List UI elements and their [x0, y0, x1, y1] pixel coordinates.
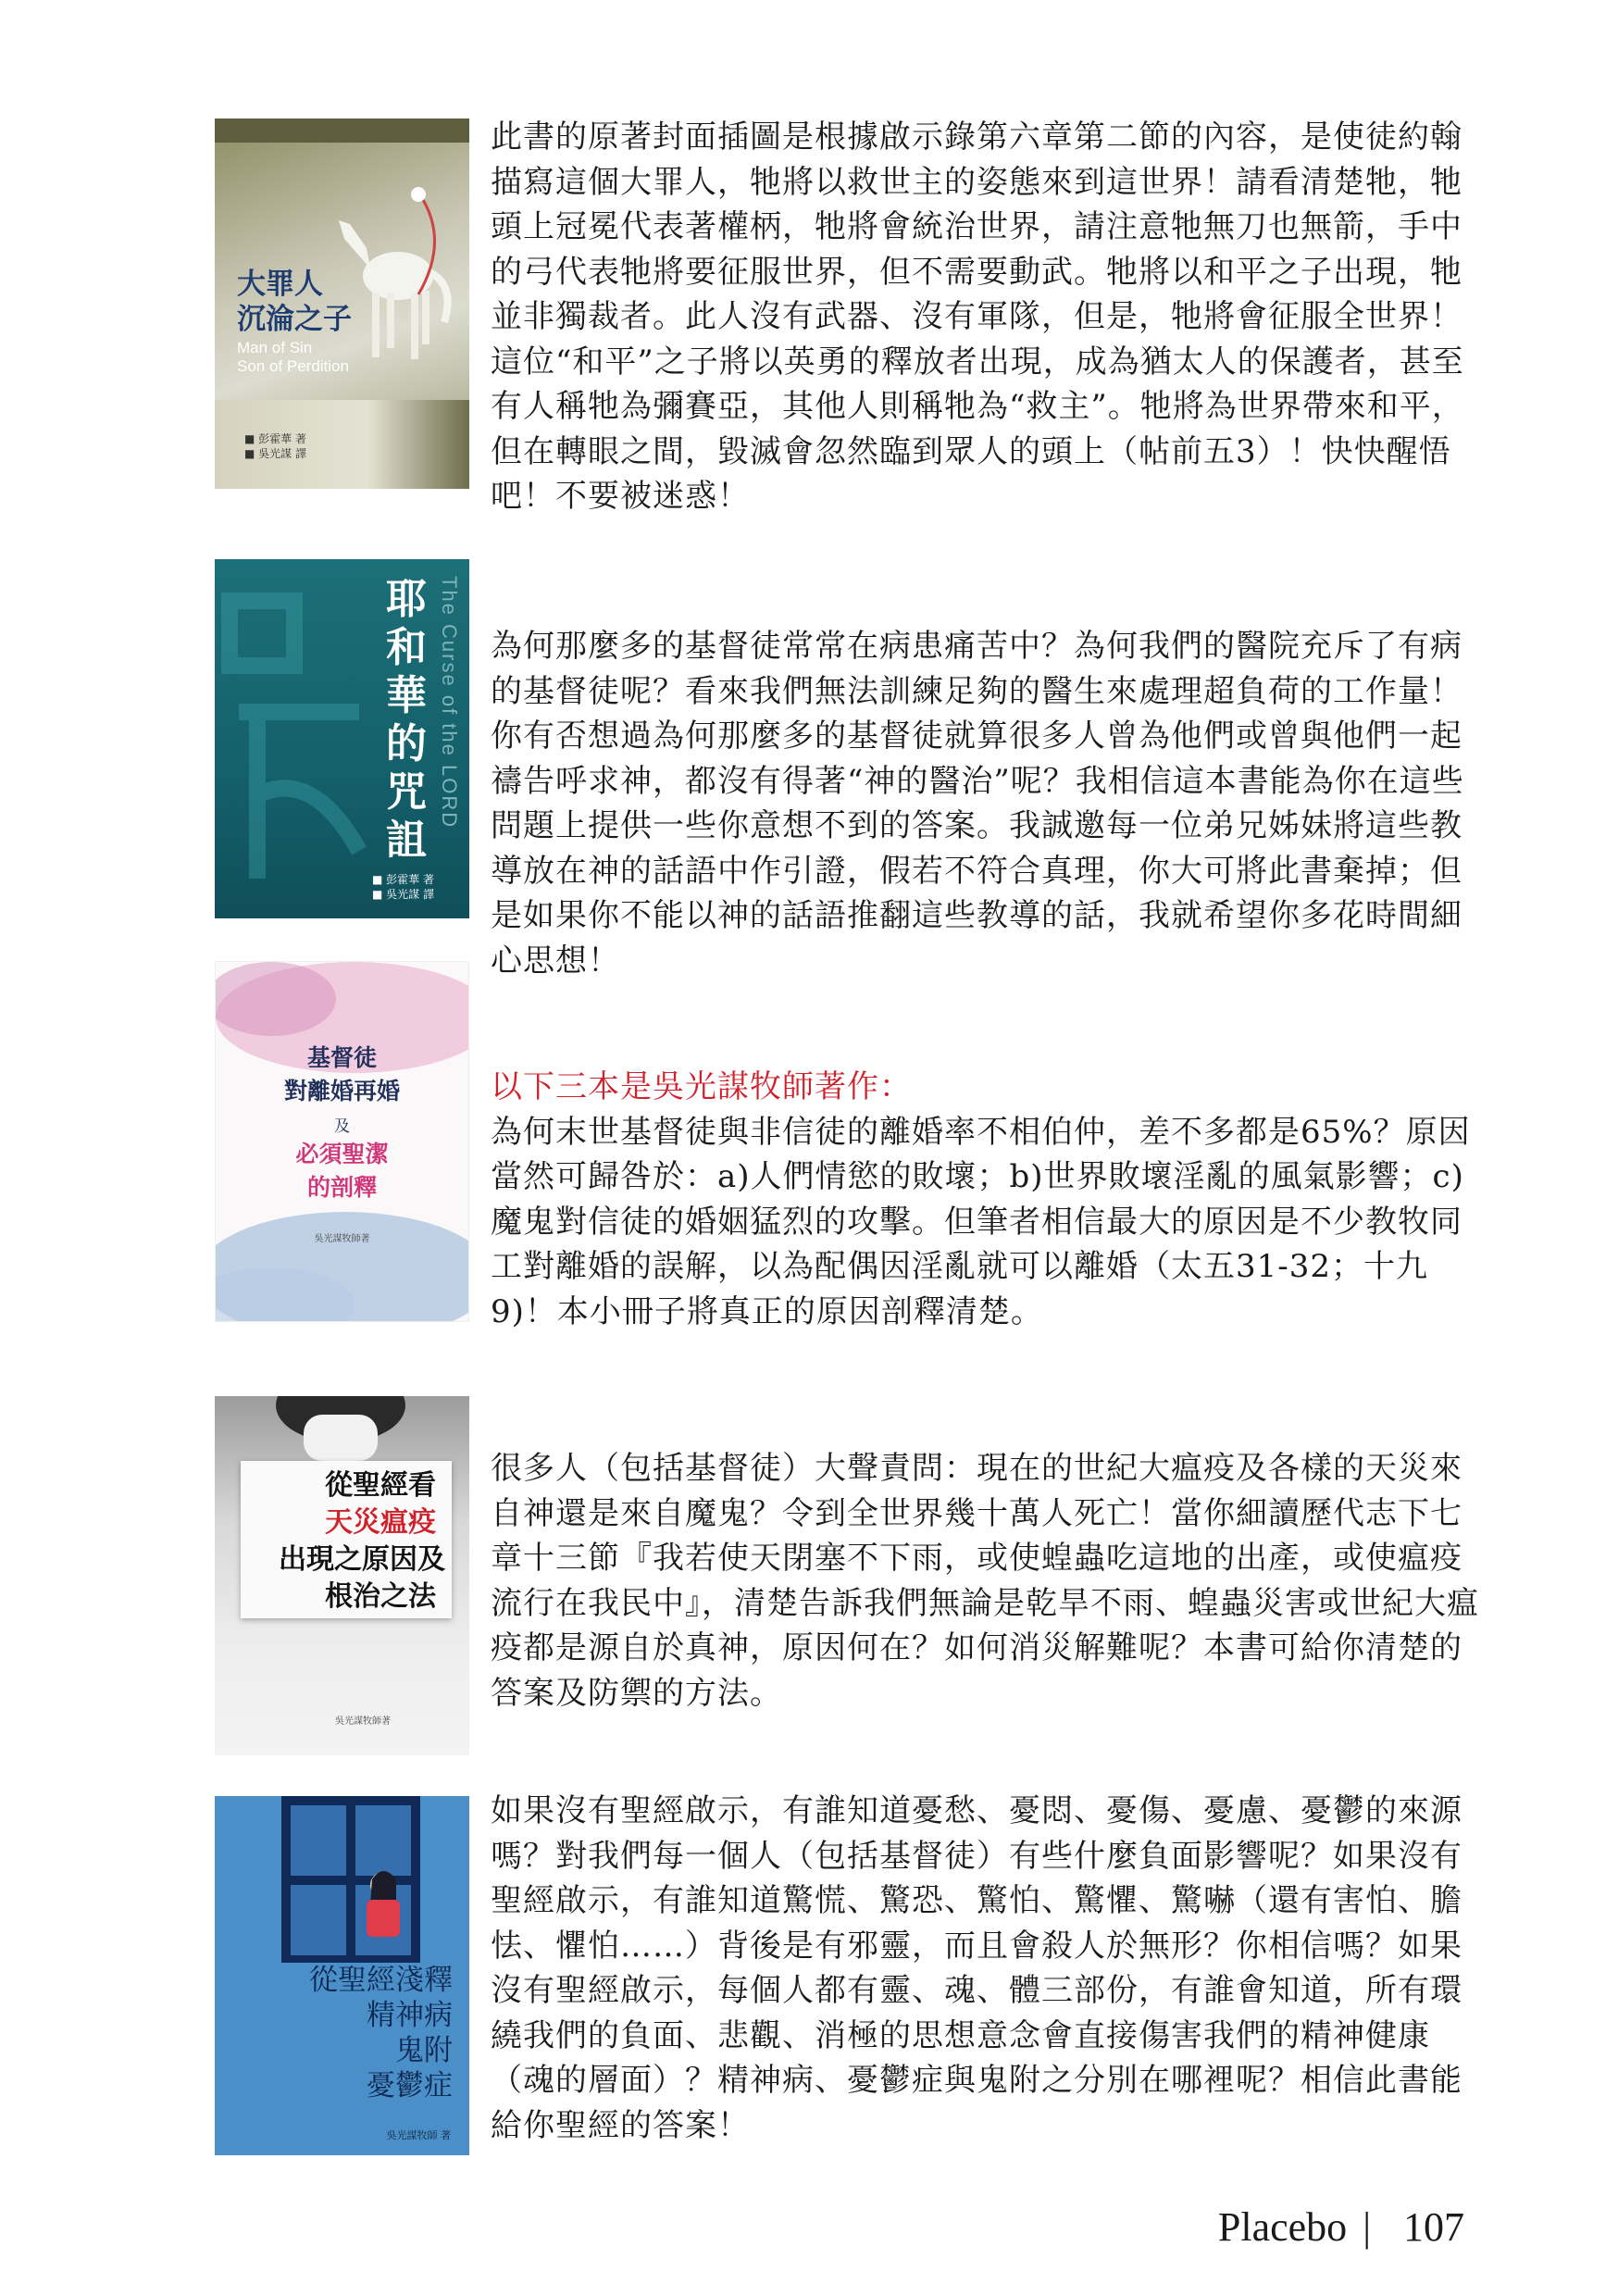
page-number: 107 — [1403, 2204, 1464, 2250]
cover-4-author: 吳光謀牧師著 — [335, 1716, 391, 1727]
description-paragraph-4: 很多人（包括基督徒）大聲責問：現在的世紀大瘟疫及各樣的天災來自神還是來自魔鬼？令到全世界幾十萬人死亡！當你細讀歷代志下七章十三節『我若使天閉塞不下雨，或使蝗蟲吃這地的出產，或使瘟疫流行在我民中』，清楚告訴我們無論是乾旱不雨、蝗蟲災害或世紀大瘟疫都是源自於真神，原因何在？如何消災解難呢？本書可給你清楚的答案及防禦的方法。 — [491, 1450, 1479, 1712]
description-paragraph-1: 此書的原著封面插圖是根據啟示錄第六章第二節的內容，是使徒約翰描寫這個大罪人，牠將以救世主的姿態來到這世界！請看清楚牠，牠頭上冠冕代表著權柄，牠將會統治世界，請注意牠無刀也無箭，手中的弓代表牠將要征服世界，但不需要動武。牠將以和平之子出現，牠並非獨裁者。此人沒有武器、沒有軍隊，但是，牠將會征服全世界！這位“和平”之子將以英勇的釋放者出現，成為猶太人的保護者，甚至有人稱牠為彌賽亞，其他人則稱牠為“救主”。牠將為世界帶來和平，但在轉眼之間，毀滅會忽然臨到眾人的頭上（帖前五3）！快快醒悟吧！不要被迷惑！ — [491, 119, 1464, 515]
authored-books-heading: 以下三本是吳光謀牧師著作： — [491, 1068, 912, 1105]
cover-5-title-line-3: 鬼附 — [395, 2034, 453, 2067]
cover-3-title-line-3: 及 — [334, 1117, 350, 1136]
cover-3-author: 吳光謀牧師著 — [314, 1234, 370, 1244]
cover-1-title-en: Man of Sin Son of Perdition — [237, 339, 349, 375]
cover-5-author: 吳光謀牧師 著 — [386, 2129, 451, 2141]
description-paragraph-3 — [491, 1065, 1490, 1334]
cover-4-title-line-3: 出現之原因及 — [279, 1543, 445, 1576]
cover-4-title-line-2: 天災瘟疫 — [325, 1506, 436, 1539]
cover-top-band — [215, 119, 469, 143]
cover-1-authors: ■ 彭霍華 著 ■ 吳光謀 譯 — [244, 432, 306, 460]
cover-3-title-line-1: 基督徒 — [306, 1044, 377, 1071]
decorative-glyph — [220, 573, 378, 906]
cover-3-title-line-5: 的剖釋 — [306, 1174, 377, 1201]
cover-2-authors: ■ 彭霍華 著 ■ 吳光謀 譯 — [372, 873, 434, 901]
magazine-title: Placebo — [1217, 2204, 1348, 2250]
book-cover-curse-of-the-lord — [215, 559, 469, 918]
cover-3-title-line-2: 對離婚再婚 — [283, 1078, 400, 1104]
book-cover-man-of-sin — [215, 119, 469, 489]
cover-3-title-line-4: 必須聖潔 — [295, 1141, 389, 1167]
page-footer — [1218, 2203, 1464, 2251]
cover-2-title-en: The Curse of the LORD — [438, 576, 461, 830]
book-cover-disasters-plagues — [215, 1396, 469, 1755]
book-cover-divorce-remarriage — [215, 961, 469, 1322]
cover-2-title-cn: 耶和華的咒詛 — [386, 576, 427, 864]
cover-5-title-line-2: 精神病 — [367, 1999, 453, 2032]
description-paragraph-5: 如果沒有聖經啟示，有誰知道憂愁、憂悶、憂傷、憂慮、憂鬱的來源嗎？對我們每一個人（包括基督徒）有些什麼負面影響呢？如果沒有聖經啟示，有誰知道驚慌、驚恐、驚怕、驚懼、驚嚇（還有害怕、膽怯、懼怕……）背後是有邪靈，而且會殺人於無形？你相信嗎？如果沒有聖經啟示，每個人都有靈、魂、體三部份，有誰會知道，所有環繞我們的負面、悲觀、消極的思想意念會直接傷害我們的精神健康（魂的層面）？精神病、憂鬱症與鬼附之分別在哪裡呢？相信此書能給你聖經的答案！ — [491, 1792, 1462, 2144]
cover-1-title-cn: 大罪人 沉淪之子 — [237, 268, 352, 336]
description-paragraph-3-body: 為何末世基督徒與非信徒的離婚率不相伯仲，差不多都是65%？原因當然可歸咎於：a)人們情慾的敗壞；b)世界敗壞淫亂的風氣影響；c)魔鬼對信徒的婚姻猛烈的攻擊。但筆者相信最大的原因是不少教牧同工對離婚的誤解，以為配偶因淫亂就可以離婚（太五31-32；十九9)！本小冊子將真正的原因剖釋清楚。 — [491, 1113, 1471, 1330]
cover-5-title-line-4: 憂鬱症 — [367, 2069, 453, 2103]
cover-4-title-line-1: 從聖經看 — [325, 1469, 436, 1502]
cover-4-title-line-4: 根治之法 — [325, 1580, 436, 1613]
description-paragraph-2: 為何那麼多的基督徒常常在病患痛苦中？為何我們的醫院充斥了有病的基督徒呢？看來我們無法訓練足夠的醫生來處理超負荷的工作量！你有否想過為何那麼多的基督徒就算很多人曾為他們或曾與他們一起禱告呼求神，都沒有得著“神的醫治”呢？我相信這本書能為你在這些問題上提供一些你意想不到的答案。我誠邀每一位弟兄姊妹將這些教導放在神的話語中作引證，假若不符合真理，你大可將此書棄掉；但是如果你不能以神的話語推翻這些教導的話，我就希望你多花時間細心思想！ — [491, 628, 1464, 980]
footer-separator: | — [1363, 2204, 1371, 2250]
book-cover-mental-illness — [215, 1796, 469, 2155]
cover-5-title-line-1: 從聖經淺釋 — [309, 1964, 453, 1997]
